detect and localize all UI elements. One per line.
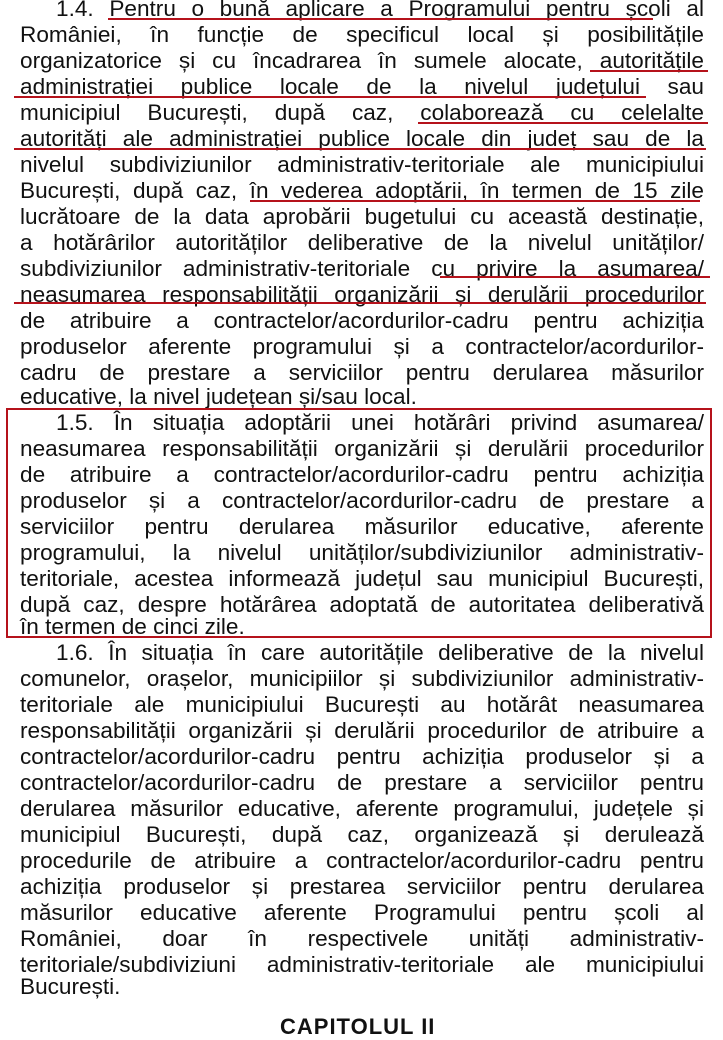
paragraph-line: de atribuire a contractelor/acordurilor-cadru pentru achiziția — [20, 308, 704, 333]
paragraph-line: municipiul București, după caz, colaborează cu celelalte — [20, 100, 704, 125]
paragraph-line: produselor aferente programului și a contractelor/acordurilor- — [20, 334, 704, 359]
paragraph-line: programului, la nivelul unităților/subdiviziunilor administrativ- — [20, 540, 704, 565]
paragraph-line: nivelul subdiviziunilor administrativ-teritoriale ale municipiului — [20, 152, 704, 177]
paragraph-line: a hotărârilor autorităților deliberative de la nivelul unităților/ — [20, 230, 704, 255]
paragraph-line: în termen de cinci zile. — [20, 614, 245, 639]
paragraph-line: României, în funcție de specificul local și posibilitățile — [20, 22, 704, 47]
paragraph-line: contractelor/acordurilor-cadru pentru achiziția produselor și a — [20, 744, 704, 769]
highlight-underline — [14, 148, 706, 150]
highlight-underline — [440, 276, 710, 278]
paragraph-number: 1.4. — [56, 0, 94, 21]
paragraph-line: derularea măsurilor educative, aferente programului, județele și — [20, 796, 704, 821]
chapter-heading: CAPITOLUL II — [280, 1014, 436, 1039]
highlight-underline — [250, 200, 700, 202]
paragraph-line: teritoriale ale municipiului București au hotărât neasumarea — [20, 692, 704, 717]
paragraph-line: României, doar în respectivele unități administrativ- — [20, 926, 704, 951]
paragraph-line: comunelor, orașelor, municipiilor și subdiviziunilor administrativ- — [20, 666, 704, 691]
line-text: Pentru o bună aplicare a Programului pentru școli al — [109, 0, 704, 21]
paragraph-line: achiziția produselor și prestarea serviciilor pentru derularea — [20, 874, 704, 899]
paragraph-line: de atribuire a contractelor/acordurilor-cadru pentru achiziția — [20, 462, 704, 487]
paragraph-line: educative, la nivel județean și/sau local. — [20, 384, 417, 409]
paragraph-line: produselor și a contractelor/acordurilor-cadru de prestare a — [20, 488, 704, 513]
highlight-underline — [590, 70, 708, 72]
paragraph-line: subdiviziunilor administrativ-teritoriale cu privire la asumarea/ — [20, 256, 704, 281]
paragraph-line: serviciilor pentru derularea măsurilor educative, aferente — [20, 514, 704, 539]
paragraph-line: lucrătoare de la data aprobării bugetului cu această destinație, — [20, 204, 704, 229]
paragraph-line: organizatorice și cu încadrarea în sumele alocate, autoritățile — [20, 48, 704, 73]
paragraph-line — [56, 640, 704, 666]
highlight-underline — [14, 96, 646, 98]
highlight-underline — [108, 18, 653, 20]
highlight-underline — [418, 122, 708, 124]
line-text: În situația în care autoritățile deliberative de la nivelul — [108, 640, 704, 665]
paragraph-line: contractelor/acordurilor-cadru de prestare a serviciilor pentru — [20, 770, 704, 795]
paragraph-line: procedurile de atribuire a contractelor/acordurilor-cadru pentru — [20, 848, 704, 873]
paragraph-line: cadru de prestare a serviciilor pentru derularea măsurilor — [20, 360, 704, 385]
line-text: În situația adoptării unei hotărâri privind asumarea/ — [113, 410, 705, 435]
paragraph-line: după caz, despre hotărârea adoptată de autoritatea deliberativă — [20, 592, 704, 617]
paragraph-line: municipiul București, după caz, organizează și derulează — [20, 822, 704, 847]
paragraph-line: neasumarea responsabilității organizării și derulării procedurilor — [20, 436, 704, 461]
highlight-box — [6, 408, 712, 638]
paragraph-line: neasumarea responsabilității organizării și derulării procedurilor — [20, 282, 704, 307]
paragraph-line: autorități ale administrației publice locale din județ sau de la — [20, 126, 704, 151]
paragraph-line: București, după caz, în vederea adoptării, în termen de 15 zile — [20, 178, 704, 203]
highlight-underline — [14, 302, 706, 304]
paragraph-line: București. — [20, 974, 121, 999]
paragraph-line: administrației publice locale de la nivelul județului sau — [20, 74, 704, 99]
paragraph-line: responsabilității organizării și derulării procedurilor de atribuire a — [20, 718, 704, 743]
paragraph-number: 1.5. — [56, 410, 94, 435]
paragraph-line: teritoriale, acestea informează județul sau municipiul București, — [20, 566, 704, 591]
paragraph-line: măsurilor educative aferente Programului pentru școli al — [20, 900, 704, 925]
paragraph-number: 1.6. — [56, 640, 94, 665]
paragraph-line: teritoriale/subdiviziuni administrativ-teritoriale ale municipiului — [20, 952, 704, 977]
